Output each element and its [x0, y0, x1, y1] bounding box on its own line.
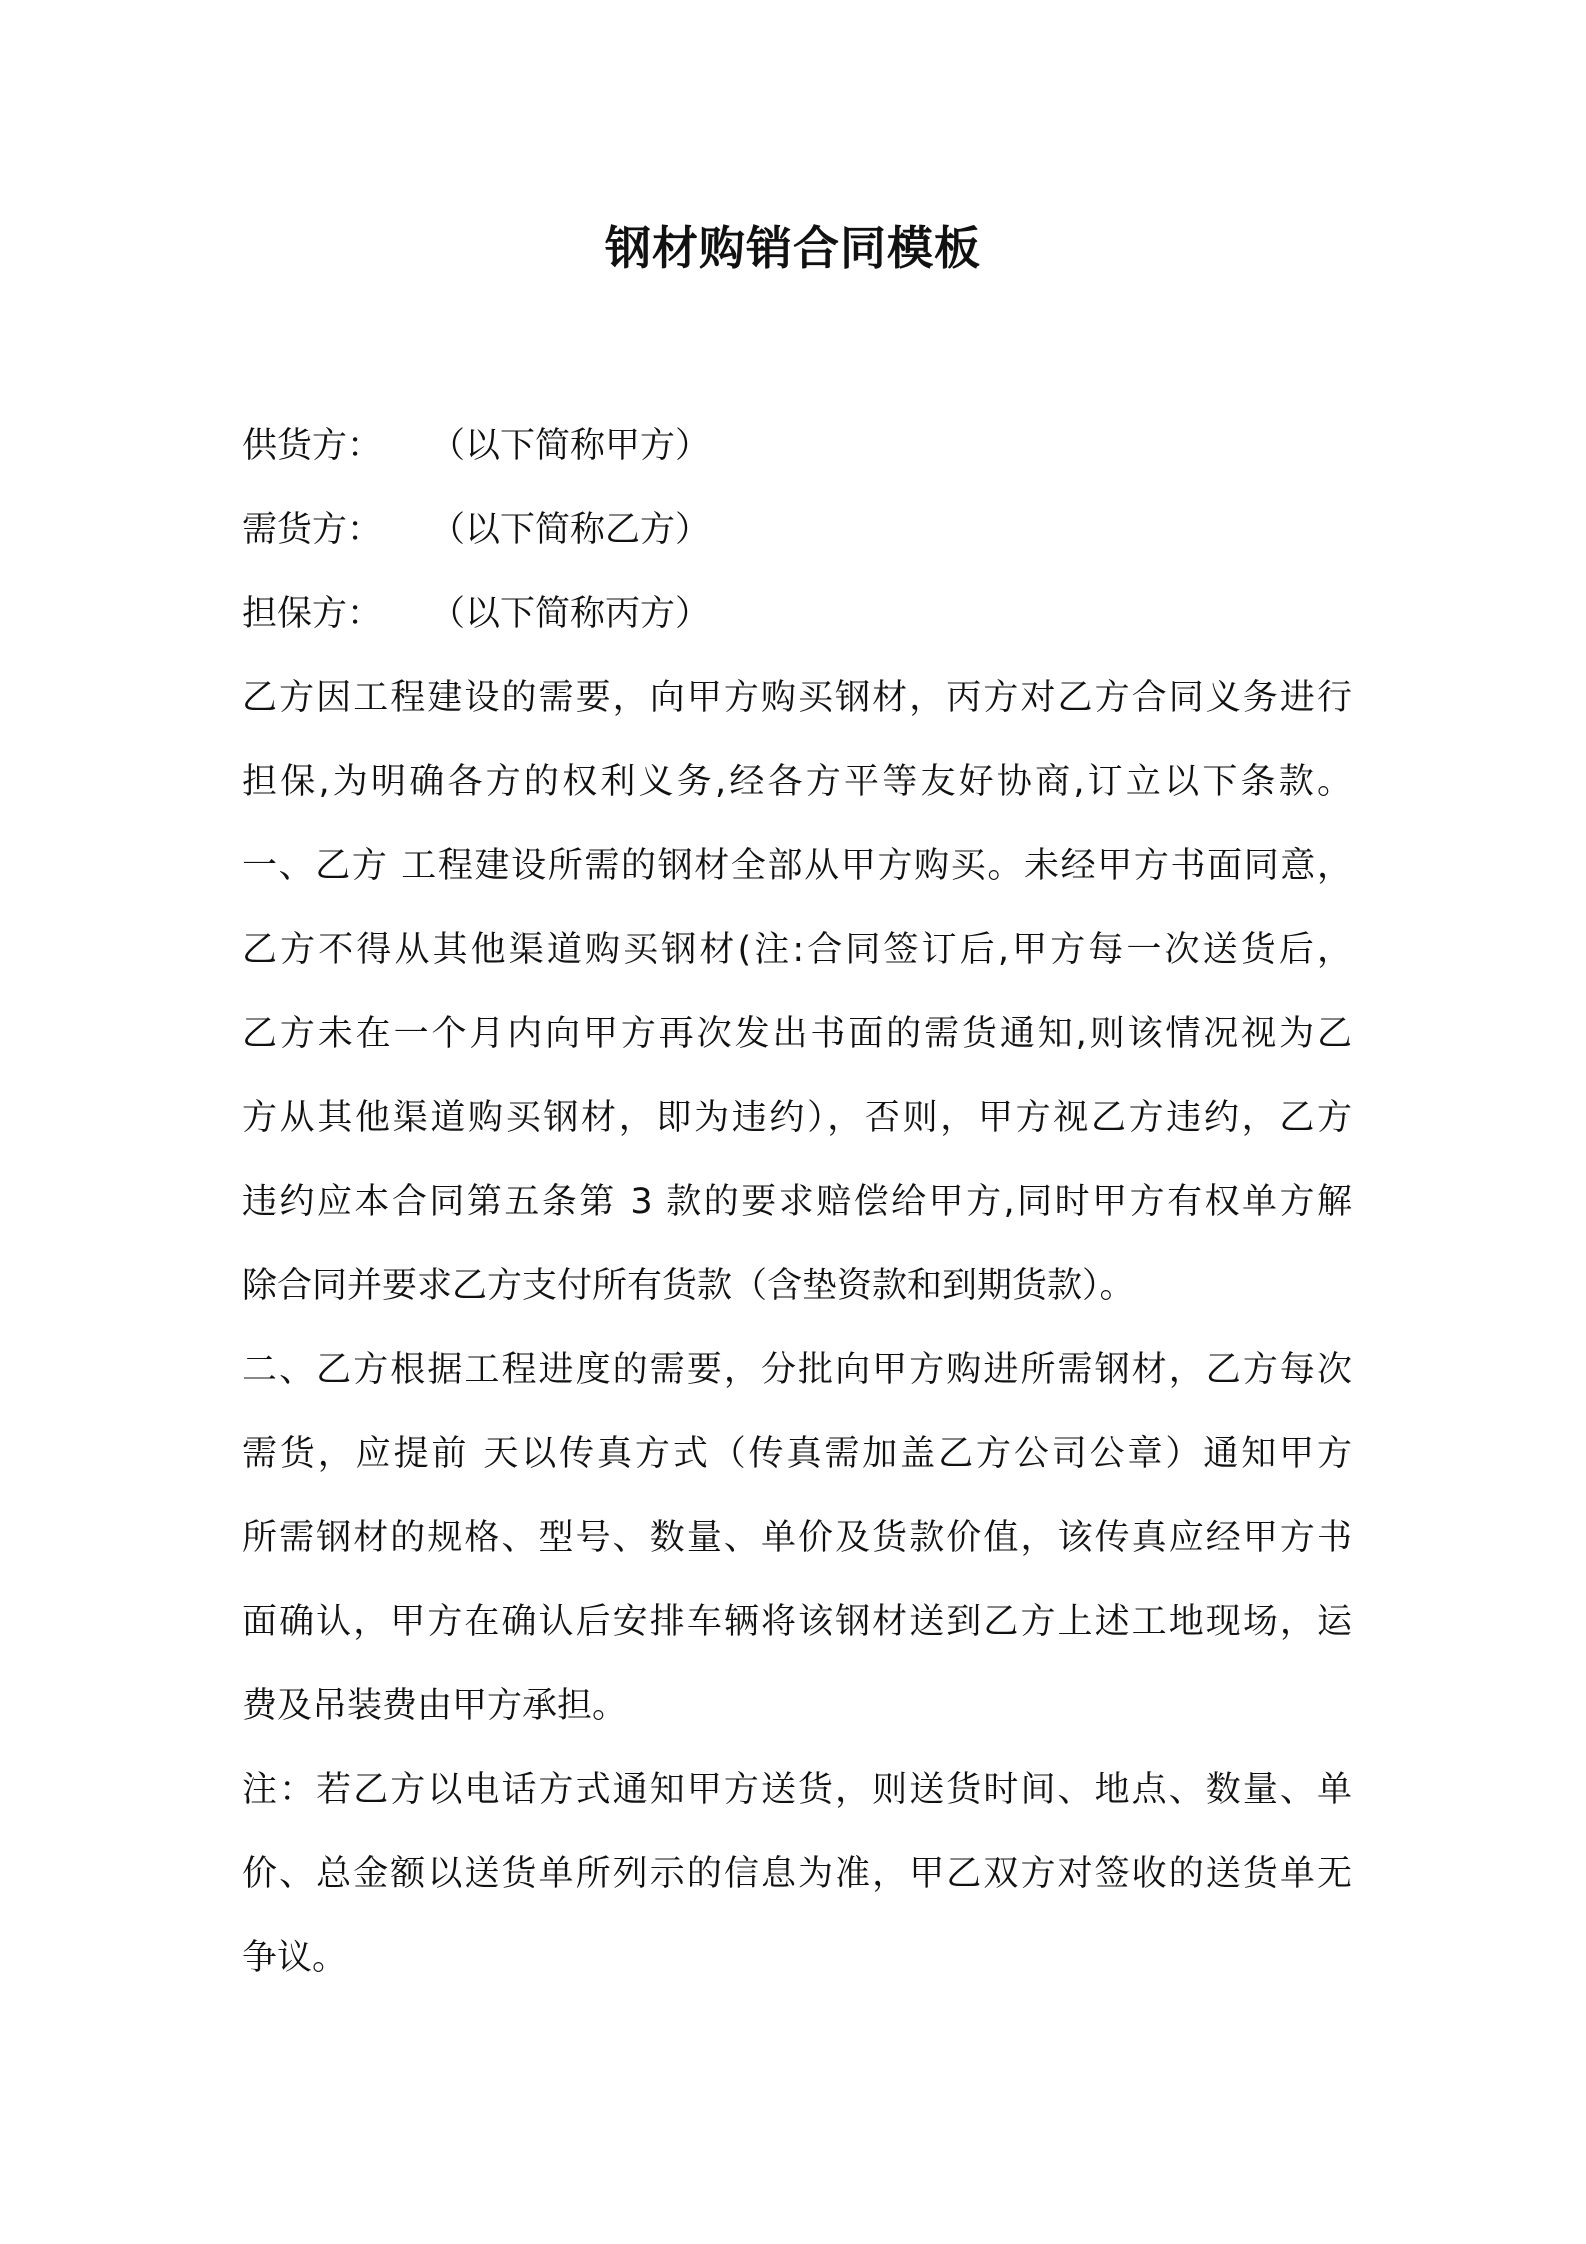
clause1-line: 除合同并要求乙方支付所有货款（含垫资款和到期货款）。 — [242, 1266, 1135, 1306]
clause1-line: 违约应本合同第五条第 3 款的要求赔偿给甲方,同时甲方有权单方解 — [242, 1182, 1352, 1222]
note-line: 争议。 — [242, 1938, 348, 1978]
party-note: （以下简称乙方） — [430, 510, 711, 550]
party-label: 需货方： — [242, 510, 383, 550]
party-label: 供货方： — [242, 426, 383, 466]
party-buyer — [242, 488, 1352, 572]
party-supplier — [242, 404, 1352, 488]
party-note: （以下简称甲方） — [430, 426, 711, 466]
clause1-line: 乙方未在一个月内向甲方再次发出书面的需货通知,则该情况视为乙 — [242, 1014, 1352, 1054]
note-line: 价、总金额以送货单所列示的信息为准，甲乙双方对签收的送货单无 — [242, 1854, 1352, 1894]
clause2-line: 需货，应提前 天以传真方式（传真需加盖乙方公司公章）通知甲方 — [242, 1434, 1352, 1474]
clause2-line: 所需钢材的规格、型号、数量、单价及货款价值，该传真应经甲方书 — [242, 1518, 1352, 1558]
clause2-line: 二、乙方根据工程进度的需要，分批向甲方购进所需钢材，乙方每次 — [242, 1350, 1352, 1390]
document-title: 钢材购销合同模板 — [605, 221, 981, 275]
clause1-line: 一、乙方 工程建设所需的钢材全部从甲方购买。未经甲方书面同意， — [242, 846, 1352, 886]
contract-body — [242, 404, 1352, 2000]
party-note: （以下简称丙方） — [430, 594, 711, 634]
party-label: 担保方： — [242, 594, 383, 634]
clause1-line: 方从其他渠道购买钢材，即为违约），否则，甲方视乙方违约，乙方 — [242, 1098, 1352, 1138]
party-guarantor — [242, 572, 1352, 656]
note-line: 注：若乙方以电话方式通知甲方送货，则送货时间、地点、数量、单 — [242, 1770, 1352, 1810]
clause1-line: 乙方不得从其他渠道购买钢材(注:合同签订后,甲方每一次送货后， — [242, 930, 1352, 970]
intro-line: 乙方因工程建设的需要，向甲方购买钢材，丙方对乙方合同义务进行 — [242, 678, 1352, 718]
clause2-line: 面确认，甲方在确认后安排车辆将该钢材送到乙方上述工地现场，运 — [242, 1602, 1352, 1642]
intro-line: 担保,为明确各方的权利义务,经各方平等友好协商,订立以下条款。 — [242, 762, 1352, 802]
clause2-line: 费及吊装费由甲方承担。 — [242, 1686, 628, 1726]
